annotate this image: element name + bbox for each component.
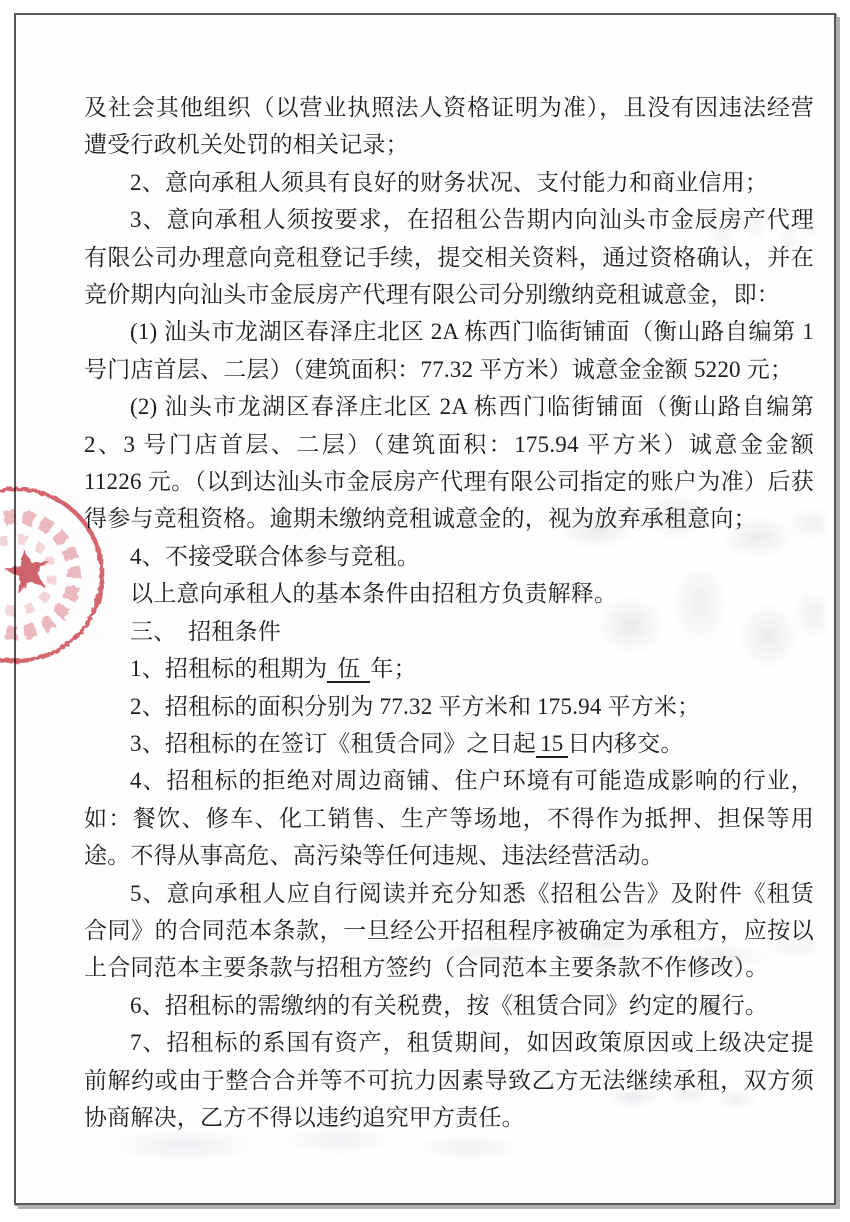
paragraph — [84, 762, 814, 874]
paragraph — [84, 725, 814, 762]
text-segment: 3、招租标的在签订《租赁合同》之日起 — [130, 730, 537, 756]
text-segment: 3、意向承租人须按要求，在招租公告期内向汕头市金辰房产代理有限公司办理意向竞租登记手续，提交相关资料，通过资格确认，并在竞价期内向汕头市金辰房产代理有限公司分别缴纳竞租诚意金，即： — [84, 207, 814, 308]
text-segment: 4、不接受联合体参与竞租。 — [130, 543, 421, 569]
paragraph — [84, 875, 814, 987]
paragraph — [84, 1024, 814, 1136]
paragraph — [84, 987, 814, 1024]
underlined-value: 15 — [536, 731, 567, 758]
document-page — [14, 13, 836, 1205]
document-body — [84, 89, 814, 1136]
paragraph — [84, 89, 814, 164]
text-segment: 以上意向承租人的基本条件由招租方负责解释。 — [130, 581, 618, 607]
paragraph — [84, 650, 814, 687]
text-segment: (2) 汕头市龙湖区春泽庄北区 2A 栋西门临街铺面（衡山路自编第 2、3 号门店首层、二层）（建筑面积：175.94 平方米）诚意金金额 11226 元。（以到达汕头市金辰房产代理有限公司指定的账户为准）后获得参与竞租资格。逾期未缴纳竞租诚意金的，视为放弃承租意向； — [84, 394, 814, 532]
text-segment: 及社会其他组织（以营业执照法人资格证明为准），且没有因违法经营遭受行政机关处罚的相关记录； — [84, 95, 814, 158]
text-segment: 5、意向承租人应自行阅读并充分知悉《招租公告》及附件《租赁合同》的合同范本条款，一旦经公开招租程序被确定为承租方，应按以上合同范本主要条款与招租方签约（合同范本主要条款不作修改）。 — [84, 880, 814, 981]
paragraph — [84, 388, 814, 538]
text-segment: 年； — [370, 656, 417, 682]
paragraph — [84, 688, 814, 725]
paragraph — [84, 201, 814, 313]
paragraph — [84, 575, 814, 612]
paragraph — [84, 538, 814, 575]
text-segment: 7、招租标的系国有资产，租赁期间，如因政策原因或上级决定提前解约或由于整合合并等不可抗力因素导致乙方无法继续承租，双方须协商解决，乙方不得以违约追究甲方责任。 — [84, 1030, 814, 1130]
text-segment: 2、意向承租人须具有良好的财务状况、支付能力和商业信用； — [130, 169, 769, 195]
text-segment: 日内移交。 — [567, 730, 684, 756]
text-segment: 1、招租标的租期为 — [130, 656, 328, 682]
text-segment: 三、 招租条件 — [130, 618, 281, 644]
paragraph — [84, 164, 814, 201]
text-segment: 6、招租标的需缴纳的有关税费，按《租赁合同》约定的履行。 — [130, 992, 769, 1018]
text-segment: 4、招租标的拒绝对周边商铺、住户环境有可能造成影响的行业，如：餐饮、修车、化工销售、生产等场地，不得作为抵押、担保等用途。不得从事高危、高污染等任何违规、违法经营活动。 — [84, 768, 814, 869]
underlined-value: 伍 — [327, 656, 370, 683]
paragraph — [84, 313, 814, 388]
text-segment: 2、招租标的面积分别为 77.32 平方米和 175.94 平方米； — [130, 693, 701, 719]
paragraph — [84, 613, 814, 650]
text-segment: (1) 汕头市龙湖区春泽庄北区 2A 栋西门临街铺面（衡山路自编第 1 号门店首层、二层）（建筑面积：77.32 平方米）诚意金金额 5220 元； — [84, 319, 814, 382]
